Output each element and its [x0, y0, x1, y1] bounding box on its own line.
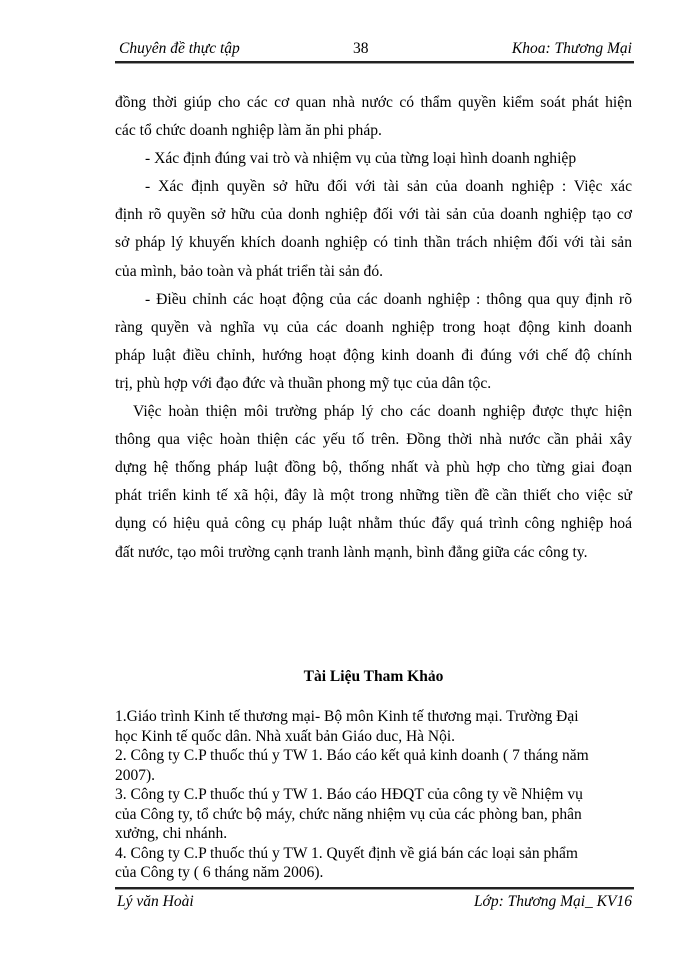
header-rule	[115, 61, 634, 64]
text-line: Việc hoàn thiện môi trường pháp lý cho các doanh nghiệp được thực hiện	[133, 403, 632, 421]
text-line: pháp luật điều chỉnh, hướng hoạt động kinh doanh đi đúng với chế độ chính	[115, 346, 632, 364]
body-text	[115, 91, 632, 569]
text-line: đất nước, tạo môi trường cạnh tranh lành mạnh, bình đẳng giữa các công ty.	[115, 543, 588, 561]
header-left: Chuyên đề thực tập	[119, 40, 240, 57]
text-line: dụng có hiệu quả công cụ pháp luật nhằm thúc đẩy quá trình công nghiệp hoá	[115, 515, 632, 533]
text-line: sở pháp lý khuyến khích doanh nghiệp có tinh thần trách nhiệm đối với tài sản	[115, 234, 632, 252]
paragraph	[115, 147, 632, 175]
reference-line: 2. Công ty C.P thuốc thú y TW 1. Báo cáo kết quả kinh doanh ( 7 tháng năm	[115, 747, 589, 764]
page-number: 38	[353, 40, 369, 57]
paragraph	[115, 288, 632, 400]
header-right: Khoa: Thương Mại	[511, 40, 632, 57]
text-line: dựng hệ thống pháp luật đồng bộ, thống nhất và phù hợp cho từng giai đoạn	[115, 459, 632, 477]
reference-line: của Công ty ( 6 tháng năm 2006).	[115, 864, 324, 881]
reference-line: 3. Công ty C.P thuốc thú y TW 1. Báo cáo HĐQT của công ty về Nhiệm vụ	[115, 786, 583, 803]
text-line: của mình, bảo toàn và phát triển tài sản đó.	[115, 262, 384, 280]
text-line: định rõ quyền sở hữu của donh nghiệp đối với tài sản của doanh nghiệp tạo cơ	[115, 206, 632, 224]
paragraph	[115, 91, 632, 147]
text-line: các tổ chức doanh nghiệp làm ăn phi pháp.	[115, 122, 382, 140]
footer-rule	[115, 887, 634, 890]
text-line: - Xác định đúng vai trò và nhiệm vụ của từng loại hình doanh nghiệp	[145, 150, 577, 168]
references-title: Tài Liệu Tham Khảo	[303, 668, 444, 685]
paragraph	[115, 175, 632, 287]
text-line: trị, phù hợp với đạo đức và thuần phong mỹ tục của dân tộc.	[115, 374, 492, 392]
reference-line: xưởng, chi nhánh.	[115, 825, 228, 842]
text-line: - Xác định quyền sở hữu đối với tài sản của doanh nghiệp : Việc xác	[145, 178, 632, 196]
reference-line: của Công ty, tổ chức bộ máy, chức năng nhiệm vụ của các phòng ban, phân	[115, 805, 582, 823]
footer-right: Lớp: Thương Mại_ KV16	[473, 893, 632, 910]
text-line: thông qua việc hoàn thiện các yếu tố trên. Đồng thời nhà nước cần phải xây	[115, 431, 632, 449]
text-line: ràng quyền và nghĩa vụ của các doanh nghiệp trong hoạt động kinh doanh	[115, 318, 632, 336]
reference-line: 4. Công ty C.P thuốc thú y TW 1. Quyết định về giá bán các loại sản phẩm	[115, 844, 578, 862]
text-line: - Điều chỉnh các hoạt động của các doanh nghiệp : thông qua quy định rõ	[145, 290, 632, 308]
page-header	[115, 40, 632, 62]
reference-line: học Kinh tế quốc dân. Nhà xuất bản Giáo duc, Hà Nội.	[115, 727, 456, 745]
page-footer	[115, 893, 632, 915]
text-line: phát triển kinh tế xã hội, đây là một trong những tiền đề cần thiết cho việc sử	[115, 487, 632, 505]
reference-line: 1.Giáo trình Kinh tế thương mại- Bộ môn Kinh tế thương mại. Trường Đại	[115, 708, 579, 725]
paragraph	[115, 400, 632, 569]
text-line: đồng thời giúp cho các cơ quan nhà nước có thẩm quyền kiểm soát phát hiện	[115, 94, 632, 111]
reference-line: 2007).	[115, 766, 156, 784]
references-list	[115, 707, 635, 883]
footer-left: Lý văn Hoài	[117, 893, 194, 910]
